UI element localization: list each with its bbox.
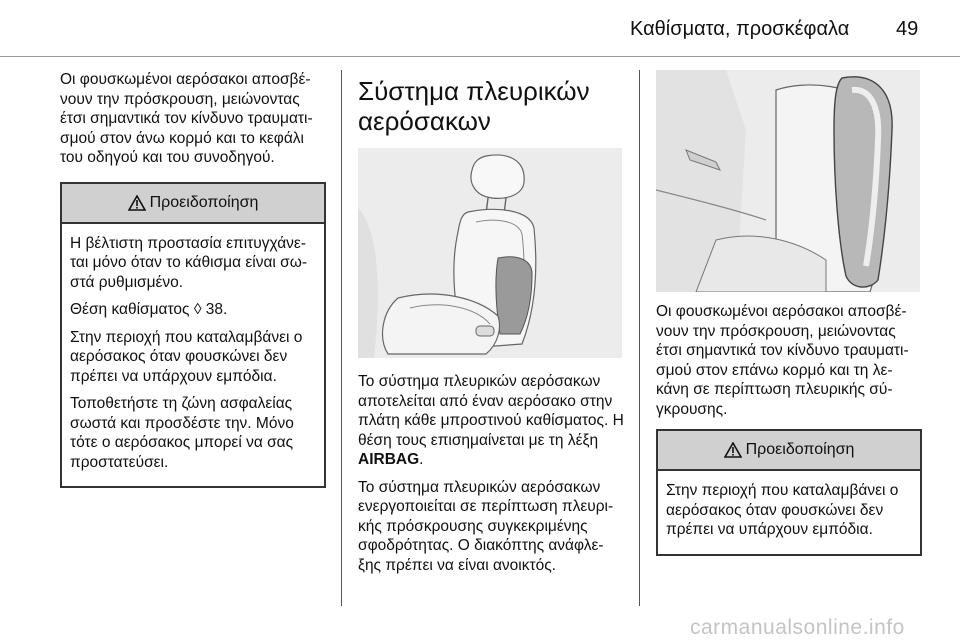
watermark: carmanualsonline.info [690,616,905,639]
section-title: Σύστημα πλευρικών αερόσακων [358,76,590,136]
running-title: Καθίσματα, προσκέφαλα [630,18,850,40]
page-reference-arrow-icon: ◊ [193,301,202,318]
intro-paragraph: Οι φουσκωμένοι αερόσακοι αποσβέ-νουν την πρόσκρουση, μειώνοντας έτσι σημαντικά τον κίνδυνο τραυματι-σμού στον άνω κορμό και το κεφάλι του οδηγού και του συνοδηγού. [60,71,313,166]
page-number: 49 [896,18,919,40]
warning-box-right [656,429,922,556]
warning-paragraph: Στην περιοχή που καταλαμβάνει ο αερόσακος όταν φουσκώνει δεν πρέπει να υπάρχουν εμπόδια. [70,328,303,385]
warning-triangle-icon [128,195,146,211]
middle-column [358,70,624,583]
deployed-airbag-illustration [656,70,920,292]
airbag-label: AIRBAG [358,451,420,468]
warning-triangle-icon [724,442,742,458]
right-column [656,70,922,556]
warning-body [62,224,324,487]
warning-paragraph-ref [70,300,316,320]
activation-paragraph: Το σύστημα πλευρικών αερόσακων ενεργοποιείται σε περίπτωση πλευρι-κής πρόσκρουσης συγκεκριμένης σφοδρότητας. Ο διακόπτης ανάφλε-ξης πρέπει να είναι ανοικτός. [358,478,614,574]
warning-box [60,182,326,489]
deployed-airbag-drawing [656,70,920,292]
page-reference[interactable]: 38. [205,301,228,318]
airbag-effect-paragraph: Οι φουσκωμένοι αερόσακοι αποσβέ-νουν την πρόσκρουση, μειώνοντας έτσι σημαντικά τον κίνδυνο τραυματι-σμού στον επάνω κορμό και τη λε-κάνη σε περίπτωση πλευρικής σύ-γκρουσης. [656,303,909,418]
seat-position-text: Θέση καθίσματος [70,301,190,318]
warning-body-right [658,471,920,554]
left-column [60,70,326,488]
header-divider [0,56,960,57]
airbag-description: Το σύστημα πλευρικών αερόσακων αποτελείται από έναν αερόσακο στην πλάτη κάθε μπροστινού καθίσματος. Η θέση τους επισημαίνεται με τη λέξη AIRBAG. [358,373,624,468]
warning-text-right: Στην περιοχή που καταλαμβάνει ο αερόσακος όταν φουσκώνει δεν πρέπει να υπάρχουν εμπόδια. [666,482,899,538]
warning-title: Προειδοποίηση [149,193,259,211]
warning-title-right: Προειδοποίηση [745,441,855,459]
column-divider-right [639,70,640,606]
column-divider-left [341,70,342,606]
warning-header [62,184,324,224]
seat-drawing [358,148,622,358]
seat-illustration [358,148,622,358]
warning-paragraph: Τοποθετήστε τη ζώνη ασφαλείας σωστά και προσδέστε την. Μόνο τότε ο αερόσακος μπορεί να σας προστατεύσει. [70,395,294,471]
warning-header-right [658,431,920,471]
warning-paragraph: Η βέλτιστη προστασία επιτυγχάνε-ται μόνο όταν το κάθισμα είναι σω-στά ρυθμισμένο. [70,234,307,291]
